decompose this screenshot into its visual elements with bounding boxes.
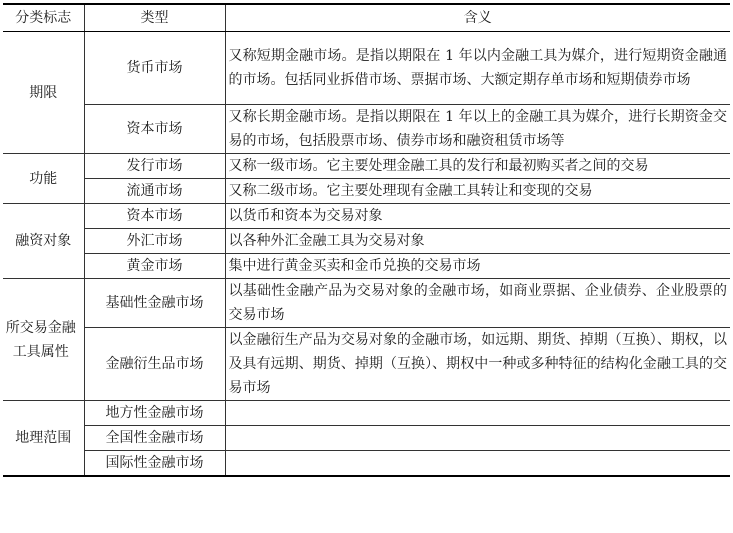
table-row — [3, 32, 730, 105]
type-cell: 外汇市场 — [84, 229, 225, 254]
category-cell: 功能 — [3, 154, 84, 204]
table-row — [3, 204, 730, 229]
table-row — [3, 105, 730, 154]
table-row — [3, 154, 730, 179]
meaning-cell: 又称一级市场。它主要处理金融工具的发行和最初购买者之间的交易 — [225, 154, 730, 179]
type-cell: 流通市场 — [84, 179, 225, 204]
meaning-cell: 又称二级市场。它主要处理现有金融工具转让和变现的交易 — [225, 179, 730, 204]
type-cell: 国际性金融市场 — [84, 451, 225, 477]
type-cell: 地方性金融市场 — [84, 401, 225, 426]
header-type: 类型 — [84, 4, 225, 32]
meaning-cell — [225, 451, 730, 477]
meaning-cell: 又称短期金融市场。是指以期限在 1 年以内金融工具为媒介，进行短期资金融通的市场。包括同业拆借市场、票据市场、大额定期存单市场和短期债券市场 — [225, 32, 730, 105]
table-row — [3, 451, 730, 477]
meaning-cell: 集中进行黄金买卖和金币兑换的交易市场 — [225, 254, 730, 279]
type-cell: 全国性金融市场 — [84, 426, 225, 451]
meaning-cell: 又称长期金融市场。是指以期限在 1 年以上的金融工具为媒介，进行长期资金交易的市场，包括股票市场、债券市场和融资租赁市场等 — [225, 105, 730, 154]
meaning-cell: 以基础性金融产品为交易对象的金融市场，如商业票据、企业债券、企业股票的交易市场 — [225, 279, 730, 328]
type-cell: 资本市场 — [84, 204, 225, 229]
type-cell: 资本市场 — [84, 105, 225, 154]
category-cell: 融资对象 — [3, 204, 84, 279]
category-cell: 地理范围 — [3, 401, 84, 477]
type-cell: 基础性金融市场 — [84, 279, 225, 328]
header-row — [3, 4, 730, 32]
type-cell: 货币市场 — [84, 32, 225, 105]
table-row — [3, 426, 730, 451]
meaning-cell: 以货币和资本为交易对象 — [225, 204, 730, 229]
meaning-cell — [225, 401, 730, 426]
type-cell: 金融衍生品市场 — [84, 328, 225, 401]
header-category: 分类标志 — [3, 4, 84, 32]
meaning-cell: 以金融衍生产品为交易对象的金融市场，如远期、期货、掉期（互换）、期权，以及具有远期、期货、掉期（互换）、期权中一种或多种特征的结构化金融工具的交易市场 — [225, 328, 730, 401]
table-row — [3, 401, 730, 426]
header-meaning: 含义 — [225, 4, 730, 32]
category-cell: 期限 — [3, 32, 84, 154]
type-cell: 发行市场 — [84, 154, 225, 179]
table-row — [3, 254, 730, 279]
table-row — [3, 279, 730, 328]
meaning-cell: 以各种外汇金融工具为交易对象 — [225, 229, 730, 254]
table-row — [3, 328, 730, 401]
category-cell: 所交易金融工具属性 — [3, 279, 84, 401]
meaning-cell — [225, 426, 730, 451]
table-row — [3, 229, 730, 254]
market-classification-table — [3, 3, 730, 477]
table-row — [3, 179, 730, 204]
type-cell: 黄金市场 — [84, 254, 225, 279]
